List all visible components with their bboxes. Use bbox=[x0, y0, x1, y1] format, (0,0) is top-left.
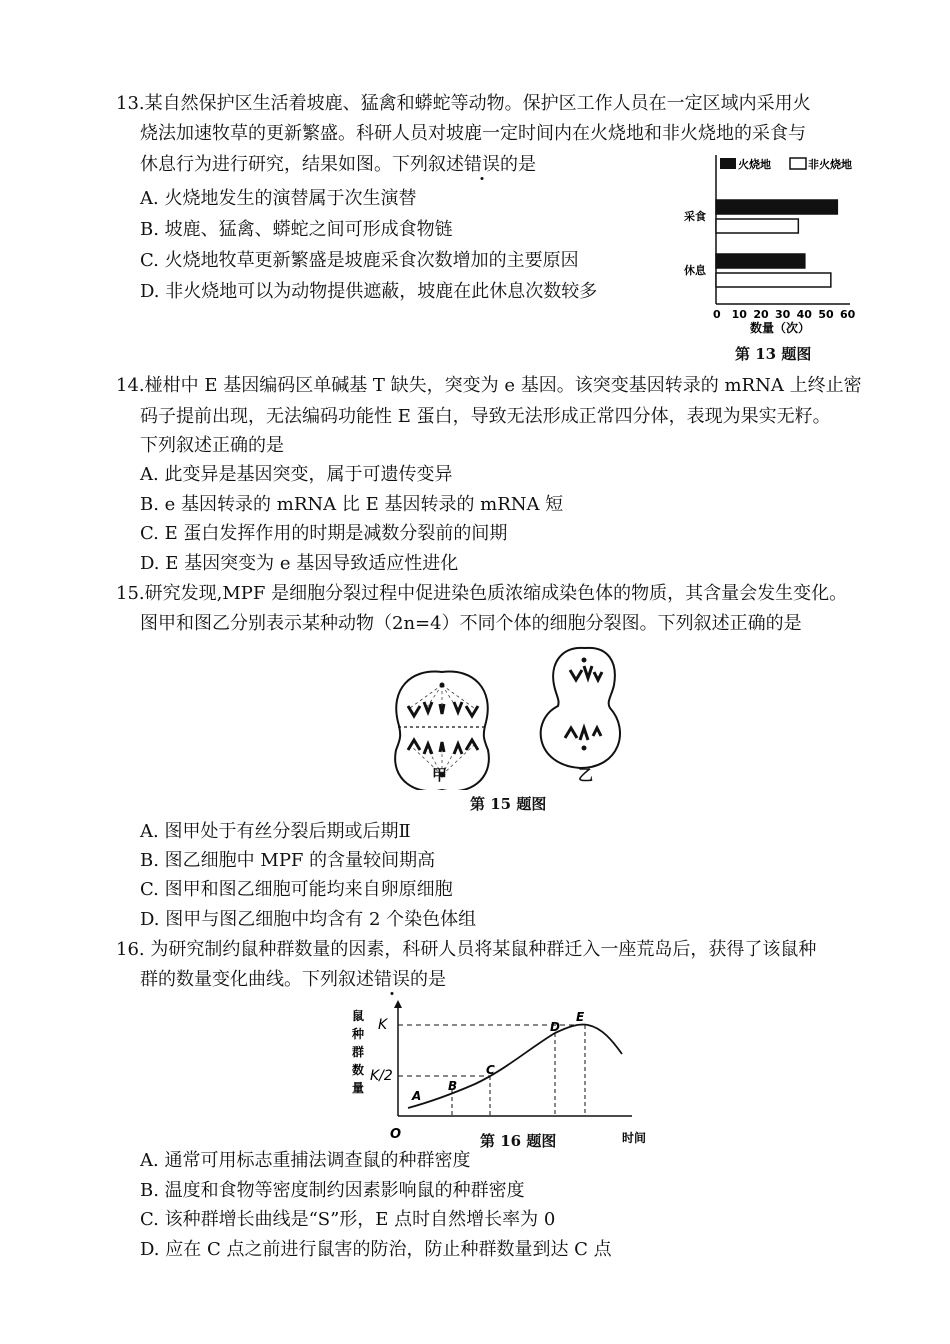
q13-stem-line3: 休息行为进行研究，结果如图。下列叙述错误的是 bbox=[140, 154, 536, 175]
q15-figure-caption: 第 15 题图 bbox=[470, 795, 547, 813]
legend-swatch-burned bbox=[720, 158, 736, 169]
emphasis-dots: 错误 bbox=[464, 154, 500, 175]
label-yi: 乙 bbox=[578, 766, 594, 784]
svg-text:数: 数 bbox=[352, 1063, 365, 1077]
legend-label-unburned: 非火烧地 bbox=[808, 158, 852, 171]
category-label-rest: 休息 bbox=[684, 264, 706, 277]
point-a: A bbox=[412, 1089, 422, 1103]
q15-stem-line1: 15.研究发现,MPF 是细胞分裂过程中促进染色质浓缩成染色体的物质，其含量会发生变化。 bbox=[116, 583, 848, 604]
bar-unburned-0 bbox=[716, 219, 798, 233]
q14-option-b: B. e 基因转录的 mRNA 比 E 基因转录的 mRNA 短 bbox=[140, 494, 564, 515]
q13-stem-line1: 13.某自然保护区生活着坡鹿、猛禽和蟒蛇等动物。保护区工作人员在一定区域内采用火 bbox=[116, 93, 811, 114]
q16-population-graph bbox=[340, 998, 660, 1148]
point-b: B bbox=[448, 1079, 458, 1093]
svg-text:量: 量 bbox=[352, 1081, 365, 1095]
q16-option-c: C. 该种群增长曲线是“S”形，E 点时自然增长率为 0 bbox=[140, 1209, 556, 1230]
q13-option-c: C. 火烧地牧草更新繁盛是坡鹿采食次数增加的主要原因 bbox=[140, 250, 579, 271]
x-axis-label: 数量（次） bbox=[750, 321, 811, 335]
q15-option-a: A. 图甲处于有丝分裂后期或后期Ⅱ bbox=[140, 821, 411, 842]
q14-stem-line1: 14.椪柑中 E 基因编码区单碱基 T 缺失，突变为 e 基因。该突变基因转录的 mRNA 上终止密 bbox=[116, 375, 862, 396]
population-curve bbox=[408, 1024, 622, 1108]
q16-stem-line1: 16. 为研究制约鼠种群数量的因素，科研人员将某鼠种群迁入一座荒岛后，获得了该鼠种 bbox=[116, 939, 817, 960]
q14-stem-line2: 码子提前出现，无法编码功能性 E 蛋白，导致无法形成正常四分体，表现为果实无籽。 bbox=[140, 406, 831, 427]
category-label-forage: 采食 bbox=[684, 210, 706, 223]
q13-bar-chart bbox=[680, 150, 890, 340]
point-c: C bbox=[486, 1063, 495, 1077]
bar-burned-1 bbox=[716, 254, 805, 268]
q15-stem-line2: 图甲和图乙分别表示某种动物（2n=4）不同个体的细胞分裂图。下列叙述正确的是 bbox=[140, 613, 802, 634]
q14-stem-line3: 下列叙述正确的是 bbox=[140, 435, 284, 456]
bar-burned-0 bbox=[716, 200, 837, 214]
q15-option-b: B. 图乙细胞中 MPF 的含量较间期高 bbox=[140, 850, 436, 871]
svg-text:种: 种 bbox=[352, 1027, 365, 1041]
legend-label-burned: 火烧地 bbox=[738, 158, 771, 171]
q15-option-d: D. 图甲与图乙细胞中均含有 2 个染色体组 bbox=[140, 909, 477, 930]
q16-figure-caption: 第 16 题图 bbox=[480, 1132, 557, 1150]
emphasis-dots: 错误 bbox=[374, 969, 410, 990]
svg-text:鼠: 鼠 bbox=[352, 1009, 365, 1023]
q16-option-b: B. 温度和食物等密度制约因素影响鼠的种群密度 bbox=[140, 1180, 525, 1201]
svg-text:群: 群 bbox=[352, 1045, 365, 1059]
q13-stem-line2: 烧法加速牧草的更新繁盛。科研人员对坡鹿一定时间内在火烧地和非火烧地的采食与 bbox=[140, 123, 806, 144]
q13-option-b: B. 坡鹿、猛禽、蟒蛇之间可形成食物链 bbox=[140, 219, 453, 240]
x-tick-label: 40 bbox=[796, 308, 812, 321]
legend-swatch-unburned bbox=[790, 158, 806, 169]
q14-option-a: A. 此变异是基因突变，属于可遗传变异 bbox=[140, 464, 453, 485]
k-half-label: K/2 bbox=[370, 1068, 393, 1084]
x-tick-label: 10 bbox=[731, 308, 747, 321]
point-e: E bbox=[576, 1010, 585, 1024]
q16-option-a: A. 通常可用标志重捕法调查鼠的种群密度 bbox=[140, 1150, 471, 1171]
origin-label: O bbox=[390, 1127, 402, 1142]
q13-option-d: D. 非火烧地可以为动物提供遮蔽，坡鹿在此休息次数较多 bbox=[140, 281, 598, 302]
q13-option-a: A. 火烧地发生的演替属于次生演替 bbox=[140, 188, 417, 209]
q13-figure-caption: 第 13 题图 bbox=[735, 345, 812, 363]
q14-option-d: D. E 基因突变为 e 基因导致适应性进化 bbox=[140, 553, 459, 574]
x-tick-label: 20 bbox=[753, 308, 769, 321]
x-tick-label: 60 bbox=[840, 308, 856, 321]
y-axis-label bbox=[351, 1008, 364, 1095]
point-d: D bbox=[550, 1020, 560, 1034]
cell-yi bbox=[541, 648, 620, 768]
k-label: K bbox=[378, 1017, 388, 1033]
q16-stem-line2: 群的数量变化曲线。下列叙述错误的是 bbox=[140, 969, 446, 990]
x-axis-label: 时间 bbox=[622, 1131, 647, 1145]
bar-unburned-1 bbox=[716, 273, 831, 287]
q15-cell-division-figure bbox=[380, 640, 650, 790]
x-tick-label: 50 bbox=[818, 308, 834, 321]
q15-option-c: C. 图甲和图乙细胞可能均来自卵原细胞 bbox=[140, 879, 453, 900]
label-jia: 甲 bbox=[432, 766, 448, 784]
x-tick-label: 0 bbox=[713, 308, 721, 321]
q16-option-d: D. 应在 C 点之前进行鼠害的防治，防止种群数量到达 C 点 bbox=[140, 1239, 612, 1260]
x-tick-label: 30 bbox=[775, 308, 791, 321]
q14-option-c: C. E 蛋白发挥作用的时期是减数分裂前的间期 bbox=[140, 523, 508, 544]
